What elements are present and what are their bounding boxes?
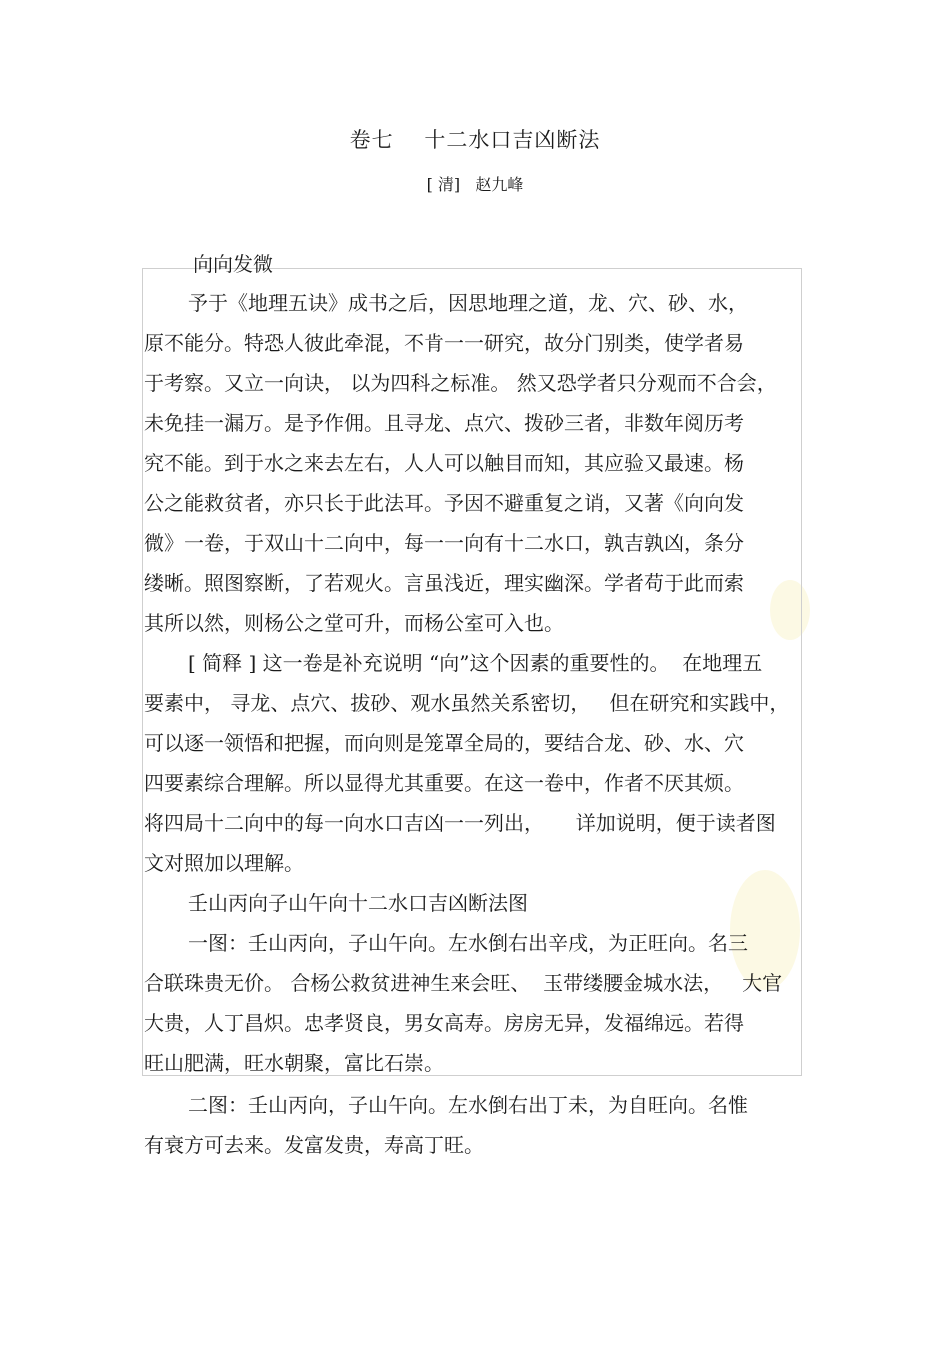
text-line: 予于《地理五诀》成书之后，因思地理之道，龙、穴、砂、水， xyxy=(188,291,748,315)
text-line: 有衰方可去来。发富发贵，寿高丁旺。 xyxy=(144,1133,484,1157)
text-line: 微》一卷，于双山十二向中，每一一向有十二水口，孰吉孰凶，条分 xyxy=(144,531,744,555)
text-line: 原不能分。特恐人彼此牵混，不肯一一研究，故分门别类，使学者易 xyxy=(144,331,744,355)
text-line: 合联珠贵无价。 合杨公救贫进神生来会旺、 玉带缕腰金城水法， 大官 xyxy=(144,971,783,995)
text-line: 四要素综合理解。所以显得尤其重要。在这一卷中，作者不厌其烦。 xyxy=(144,771,744,795)
text-line: 缕晰。照图察断，了若观火。言虽浅近，理实幽深。学者苟于此而索 xyxy=(144,571,744,595)
text-line: 未免挂一漏万。是予作佣。且寻龙、点穴、拨砂三者，非数年阅历考 xyxy=(144,411,744,435)
text-line: 二图：壬山丙向，子山午向。左水倒右出丁未，为自旺向。名惟 xyxy=(188,1093,748,1117)
figure-heading: 壬山丙向子山午向十二水口吉凶断法图 xyxy=(188,891,528,915)
text-line: 一图：壬山丙向，子山午向。左水倒右出辛戌，为正旺向。名三 xyxy=(188,931,748,955)
chapter-title: 卷七 十二水口吉凶断法 xyxy=(349,128,601,152)
text-line: 文对照加以理解。 xyxy=(144,851,304,875)
text-line: 究不能。到于水之来去左右，人人可以触目而知，其应验又最速。杨 xyxy=(144,451,744,475)
text-line: 旺山肥满，旺水朝聚，富比石崇。 xyxy=(144,1051,444,1075)
text-line: 将四局十二向中的每一向水口吉凶一一列出， 详加说明，便于读者图 xyxy=(144,811,776,835)
text-line: 公之能救贫者，亦只长于此法耳。予因不避重复之诮，又著《向向发 xyxy=(144,491,744,515)
text-line: 要素中， 寻龙、点穴、拔砂、观水虽然关系密切， 但在研究和实践中， xyxy=(144,691,790,715)
text-line: [ 简释 ] 这一卷是补充说明 “向”这个因素的重要性的。 在地理五 xyxy=(188,651,763,675)
text-line: 大贵，人丁昌炽。忠孝贤良，男女高寿。房房无异，发福绵远。若得 xyxy=(144,1011,744,1035)
author-line: [ 清] 赵九峰 xyxy=(426,175,524,194)
section-heading: 向向发微 xyxy=(193,252,273,276)
text-line: 其所以然，则杨公之堂可升，而杨公室可入也。 xyxy=(144,611,564,635)
text-line: 于考察。又立一向诀， 以为四科之标准。 然又恐学者只分观而不合会， xyxy=(144,371,777,395)
text-line: 可以逐一领悟和把握，而向则是笼罩全局的，要结合龙、砂、水、穴 xyxy=(144,731,744,755)
